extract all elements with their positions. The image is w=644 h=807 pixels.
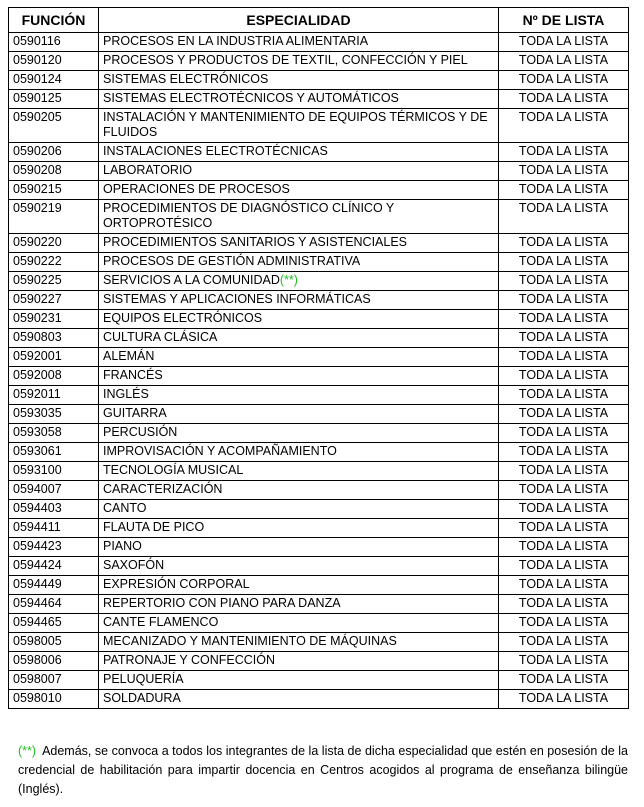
specialties-table (8, 7, 629, 709)
especialidad-name: INSTALACIÓN Y MANTENIMIENTO DE EQUIPOS TÉRMICOS Y DE FLUIDOS (103, 110, 488, 139)
especialidad-name: EQUIPOS ELECTRÓNICOS (103, 311, 263, 325)
table-row (9, 272, 629, 291)
table-row (9, 109, 629, 143)
especialidad-name: SOLDADURA (103, 691, 181, 705)
especialidad-name: PROCEDIMIENTOS DE DIAGNÓSTICO CLÍNICO Y ORTOPROTÉSICO (103, 201, 395, 230)
numero-lista-cell: TODA LA LISTA (499, 690, 629, 709)
funcion-code-cell: 0590220 (9, 234, 99, 253)
funcion-code-cell: 0594411 (9, 519, 99, 538)
table-header-row (9, 8, 629, 33)
table-row (9, 329, 629, 348)
funcion-code-cell: 0593035 (9, 405, 99, 424)
especialidad-name: EXPRESIÓN CORPORAL (103, 577, 250, 591)
funcion-code-cell: 0594423 (9, 538, 99, 557)
especialidad-name: GUITARRA (103, 406, 167, 420)
numero-lista-cell: TODA LA LISTA (499, 71, 629, 90)
funcion-code-cell: 0594424 (9, 557, 99, 576)
table-row (9, 481, 629, 500)
funcion-code-cell: 0594007 (9, 481, 99, 500)
numero-lista-cell: TODA LA LISTA (499, 200, 629, 234)
numero-lista-cell: TODA LA LISTA (499, 367, 629, 386)
table-row (9, 462, 629, 481)
especialidad-name: ALEMÁN (103, 349, 155, 363)
especialidad-cell (99, 272, 499, 291)
table-row (9, 500, 629, 519)
table-row (9, 200, 629, 234)
especialidad-cell (99, 291, 499, 310)
table-row (9, 310, 629, 329)
table-row (9, 614, 629, 633)
especialidad-name: SISTEMAS Y APLICACIONES INFORMÁTICAS (103, 292, 371, 306)
table-row (9, 519, 629, 538)
funcion-code-cell: 0592011 (9, 386, 99, 405)
especialidad-cell (99, 33, 499, 52)
especialidad-cell (99, 424, 499, 443)
funcion-code-cell: 0594464 (9, 595, 99, 614)
funcion-code-cell: 0590120 (9, 52, 99, 71)
especialidad-name: FRANCÉS (103, 368, 163, 382)
especialidad-name: PATRONAJE Y CONFECCIÓN (103, 653, 276, 667)
funcion-code-cell: 0590125 (9, 90, 99, 109)
especialidad-name: MECANIZADO Y MANTENIMIENTO DE MÁQUINAS (103, 634, 397, 648)
numero-lista-cell: TODA LA LISTA (499, 33, 629, 52)
especialidad-cell (99, 557, 499, 576)
table-row (9, 367, 629, 386)
especialidad-cell (99, 348, 499, 367)
especialidad-cell (99, 253, 499, 272)
header-numero-lista: Nº DE LISTA (499, 8, 629, 33)
especialidad-cell (99, 162, 499, 181)
table-row (9, 71, 629, 90)
numero-lista-cell: TODA LA LISTA (499, 181, 629, 200)
numero-lista-cell: TODA LA LISTA (499, 272, 629, 291)
funcion-code-cell: 0594465 (9, 614, 99, 633)
table-row (9, 576, 629, 595)
especialidad-cell (99, 52, 499, 71)
numero-lista-cell: TODA LA LISTA (499, 576, 629, 595)
especialidad-name: OPERACIONES DE PROCESOS (103, 182, 290, 196)
numero-lista-cell: TODA LA LISTA (499, 557, 629, 576)
especialidad-cell (99, 181, 499, 200)
numero-lista-cell: TODA LA LISTA (499, 253, 629, 272)
especialidad-name: REPERTORIO CON PIANO PARA DANZA (103, 596, 341, 610)
especialidad-name: SAXOFÓN (103, 558, 165, 572)
especialidad-cell (99, 329, 499, 348)
especialidad-name: CARACTERIZACIÓN (103, 482, 223, 496)
numero-lista-cell: TODA LA LISTA (499, 234, 629, 253)
table-row (9, 690, 629, 709)
especialidad-cell (99, 690, 499, 709)
especialidad-cell (99, 386, 499, 405)
header-funcion: FUNCIÓN (9, 8, 99, 33)
numero-lista-cell: TODA LA LISTA (499, 386, 629, 405)
table-row (9, 405, 629, 424)
table-row (9, 90, 629, 109)
numero-lista-cell: TODA LA LISTA (499, 500, 629, 519)
funcion-code-cell: 0598007 (9, 671, 99, 690)
funcion-code-cell: 0594449 (9, 576, 99, 595)
numero-lista-cell: TODA LA LISTA (499, 538, 629, 557)
especialidad-name: PROCEDIMIENTOS SANITARIOS Y ASISTENCIALES (103, 235, 408, 249)
numero-lista-cell: TODA LA LISTA (499, 671, 629, 690)
especialidad-name: FLAUTA DE PICO (103, 520, 205, 534)
numero-lista-cell: TODA LA LISTA (499, 652, 629, 671)
table-body (9, 33, 629, 709)
funcion-code-cell: 0590205 (9, 109, 99, 143)
table-row (9, 633, 629, 652)
funcion-code-cell: 0590116 (9, 33, 99, 52)
especialidad-cell (99, 671, 499, 690)
numero-lista-cell: TODA LA LISTA (499, 143, 629, 162)
funcion-code-cell: 0590219 (9, 200, 99, 234)
especialidad-name: SISTEMAS ELECTRÓNICOS (103, 72, 269, 86)
table-row (9, 33, 629, 52)
numero-lista-cell: TODA LA LISTA (499, 90, 629, 109)
funcion-code-cell: 0593058 (9, 424, 99, 443)
table-row (9, 538, 629, 557)
numero-lista-cell: TODA LA LISTA (499, 481, 629, 500)
especialidad-name: CANTO (103, 501, 147, 515)
especialidad-cell (99, 405, 499, 424)
especialidad-cell (99, 109, 499, 143)
funcion-code-cell: 0593100 (9, 462, 99, 481)
footnote (18, 742, 628, 799)
especialidad-name: PROCESOS EN LA INDUSTRIA ALIMENTARIA (103, 34, 369, 48)
especialidad-name: INGLÉS (103, 387, 149, 401)
table-row (9, 253, 629, 272)
funcion-code-cell: 0592001 (9, 348, 99, 367)
funcion-code-cell: 0590225 (9, 272, 99, 291)
numero-lista-cell: TODA LA LISTA (499, 519, 629, 538)
table-row (9, 671, 629, 690)
footnote-reference-mark: (**) (279, 273, 298, 287)
especialidad-name: PIANO (103, 539, 142, 553)
table-row (9, 557, 629, 576)
especialidad-name: PROCESOS Y PRODUCTOS DE TEXTIL, CONFECCIÓN Y PIEL (103, 53, 468, 67)
table-row (9, 595, 629, 614)
funcion-code-cell: 0590231 (9, 310, 99, 329)
especialidad-cell (99, 367, 499, 386)
funcion-code-cell: 0590208 (9, 162, 99, 181)
footnote-marker: (**) (18, 744, 37, 758)
table-row (9, 181, 629, 200)
funcion-code-cell: 0590206 (9, 143, 99, 162)
especialidad-cell (99, 234, 499, 253)
funcion-code-cell: 0590215 (9, 181, 99, 200)
table-row (9, 143, 629, 162)
especialidad-cell (99, 519, 499, 538)
numero-lista-cell: TODA LA LISTA (499, 462, 629, 481)
numero-lista-cell: TODA LA LISTA (499, 310, 629, 329)
especialidad-cell (99, 71, 499, 90)
funcion-code-cell: 0594403 (9, 500, 99, 519)
especialidad-cell (99, 538, 499, 557)
funcion-code-cell: 0590124 (9, 71, 99, 90)
especialidad-cell (99, 576, 499, 595)
header-especialidad: ESPECIALIDAD (99, 8, 499, 33)
especialidad-name: SISTEMAS ELECTROTÉCNICOS Y AUTOMÁTICOS (103, 91, 399, 105)
numero-lista-cell: TODA LA LISTA (499, 633, 629, 652)
especialidad-cell (99, 633, 499, 652)
numero-lista-cell: TODA LA LISTA (499, 595, 629, 614)
table-row (9, 424, 629, 443)
especialidad-cell (99, 595, 499, 614)
especialidad-cell (99, 143, 499, 162)
funcion-code-cell: 0598010 (9, 690, 99, 709)
especialidad-cell (99, 481, 499, 500)
especialidad-cell (99, 90, 499, 109)
funcion-code-cell: 0590222 (9, 253, 99, 272)
table-row (9, 348, 629, 367)
especialidad-cell (99, 200, 499, 234)
numero-lista-cell: TODA LA LISTA (499, 348, 629, 367)
especialidad-cell (99, 652, 499, 671)
funcion-code-cell: 0590803 (9, 329, 99, 348)
funcion-code-cell: 0598005 (9, 633, 99, 652)
table-row (9, 386, 629, 405)
table-row (9, 162, 629, 181)
numero-lista-cell: TODA LA LISTA (499, 329, 629, 348)
numero-lista-cell: TODA LA LISTA (499, 109, 629, 143)
funcion-code-cell: 0592008 (9, 367, 99, 386)
especialidad-name: PROCESOS DE GESTIÓN ADMINISTRATIVA (103, 254, 361, 268)
numero-lista-cell: TODA LA LISTA (499, 443, 629, 462)
funcion-code-cell: 0590227 (9, 291, 99, 310)
numero-lista-cell: TODA LA LISTA (499, 614, 629, 633)
especialidad-name: INSTALACIONES ELECTROTÉCNICAS (103, 144, 328, 158)
especialidad-name: CULTURA CLÁSICA (103, 330, 218, 344)
especialidad-cell (99, 443, 499, 462)
numero-lista-cell: TODA LA LISTA (499, 424, 629, 443)
numero-lista-cell: TODA LA LISTA (499, 52, 629, 71)
footnote-text: Además, se convoca a todos los integrantes de la lista de dicha especialidad que estén en posesión de la credencial de habilitación para impartir docencia en Centros acogidos al programa de enseñanza bilingüe (Inglés). (18, 744, 628, 796)
table-row (9, 443, 629, 462)
especialidad-name: CANTE FLAMENCO (103, 615, 219, 629)
numero-lista-cell: TODA LA LISTA (499, 405, 629, 424)
funcion-code-cell: 0598006 (9, 652, 99, 671)
especialidad-name: PELUQUERÍA (103, 672, 184, 686)
especialidad-cell (99, 614, 499, 633)
especialidad-name: TECNOLOGÍA MUSICAL (103, 463, 244, 477)
table-row (9, 652, 629, 671)
especialidad-cell (99, 500, 499, 519)
funcion-code-cell: 0593061 (9, 443, 99, 462)
numero-lista-cell: TODA LA LISTA (499, 291, 629, 310)
especialidad-cell (99, 462, 499, 481)
especialidad-cell (99, 310, 499, 329)
numero-lista-cell: TODA LA LISTA (499, 162, 629, 181)
especialidad-name: IMPROVISACIÓN Y ACOMPAÑAMIENTO (103, 444, 337, 458)
table-row (9, 234, 629, 253)
table-row (9, 52, 629, 71)
especialidad-name: SERVICIOS A LA COMUNIDAD (103, 273, 280, 287)
table-row (9, 291, 629, 310)
especialidad-name: PERCUSIÓN (103, 425, 178, 439)
especialidad-name: LABORATORIO (103, 163, 193, 177)
